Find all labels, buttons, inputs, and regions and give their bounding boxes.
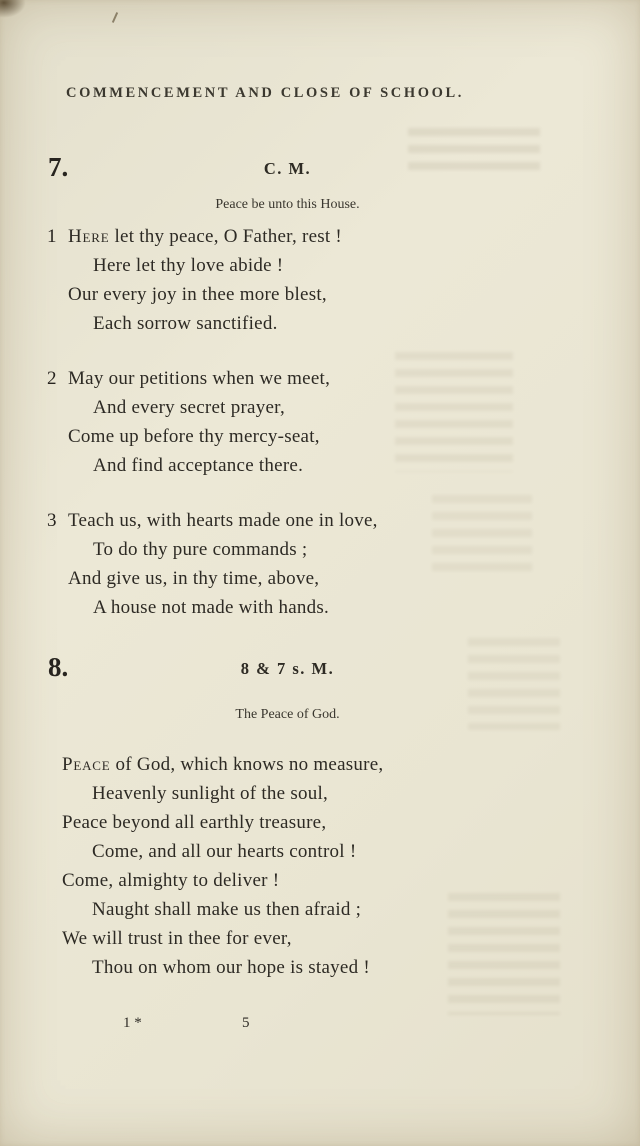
stanza-number: 3 [47,510,57,531]
verse-line: Naught shall make us then afraid ; [92,899,362,920]
verse-line: And give us, in thy time, above, [68,568,320,589]
hymn-7 [0,152,640,622]
stanza-1 [62,750,640,982]
running-header: COMMENCEMENT AND CLOSE OF SCHOOL. [66,85,464,101]
verse-line: Each sorrow sanctified. [93,313,278,334]
verse-text: of God, which knows no measure, [110,754,384,775]
stanza-2 [47,364,640,480]
verse-text: Teach us, with hearts made one in love, [68,510,378,531]
verse-line: Our every joy in thee more blest, [68,284,327,305]
verse-line: A house not made with hands. [93,597,330,618]
stanza-number: 2 [47,368,57,389]
hymn-8 [0,652,640,982]
verse-line: And every secret prayer, [93,397,285,418]
verse-line: Heavenly sunlight of the soul, [92,783,328,804]
verse-line [47,222,640,251]
verse-line [47,506,640,535]
verse-line [62,750,640,779]
verse-line: Peace beyond all earthly treasure, [62,812,327,833]
verse-line: We will trust in thee for ever, [62,928,292,949]
hymn-meter: 8 & 7 s. M. [240,659,335,678]
verse-line: Here let thy love abide ! [93,255,284,276]
hymn-7-heading [0,152,640,190]
hymn-subtitle: Peace be unto this House. [215,197,360,212]
verse-line: Come, almighty to deliver ! [62,870,280,891]
verse-text: May our petitions when we meet, [68,368,331,389]
stanza-number: 1 [47,226,57,247]
page-number: 5 [242,1015,250,1031]
verse-line: Come up before thy mercy-seat, [68,426,320,447]
lead-word: Peace [62,754,111,775]
verse-line [47,364,640,393]
stanza-3 [47,506,640,622]
stanza-1 [47,222,640,338]
hymn-number: 8. [48,652,69,682]
verse-line: And find acceptance there. [93,455,304,476]
hymn-number: 7. [48,152,69,182]
verse-line: Come, and all our hearts control ! [92,841,357,862]
hymn-8-heading [0,652,640,690]
hymn-subtitle: The Peace of God. [235,707,340,722]
signature-mark: 1 * [123,1015,142,1031]
verse-line: Thou on whom our hope is stayed ! [92,957,370,978]
lead-word: Here [68,226,110,247]
hymn-meter: C. M. [263,159,312,178]
page-footer [0,1015,640,1035]
verse-line: To do thy pure commands ; [93,539,308,560]
verse-text: let thy peace, O Father, rest ! [109,226,342,247]
